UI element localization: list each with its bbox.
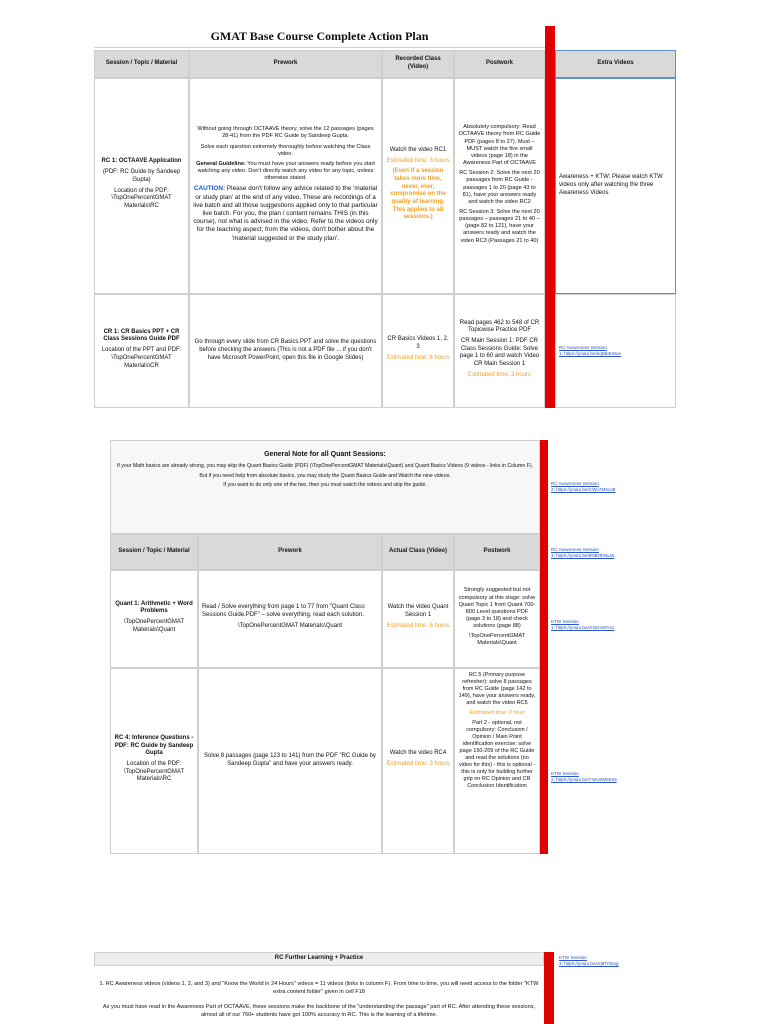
q-link-4[interactable] — [548, 768, 660, 788]
row2-recorded — [382, 294, 454, 408]
row1-postwork-p1: Absolutely compulsory: Read OCTAAVE theory from RC Guide PDF (pages 8 to 27). Must – MUST watch the five small videos (page 18) in the Awareness Part of OCTAAVE — [458, 124, 541, 167]
row1-postwork — [454, 78, 545, 294]
row1-session-location: Location of the PDF: \TopOnePercentGMAT Materials\RC — [111, 187, 172, 209]
s3-link[interactable] — [556, 952, 676, 972]
rc-further-p1-text: 1. RC Awareness videos (videos 1, 2, and 3) and "Know the World in 24 Hours" videos = 11 videos (links in column F). From time to time, you will need access to the folder "KTW extra content folder" given in cell F18 — [99, 981, 539, 995]
quant-prework — [198, 570, 382, 668]
rc-further-p2 — [94, 1002, 544, 1024]
row1-session-pdf: (PDF: RC Guide by Sandeep Gupta) — [102, 169, 181, 183]
row2-postwork — [454, 294, 545, 408]
quant-note-1: If your Math basics are already strong, you may skip the Quant Basics Guide (PDF) (\TopOnePercentGMAT Materials\Quant) and Quant Basics Videos (9 videos - links in Column F). — [116, 462, 534, 469]
row2-postwork-time: Estimated time: 3 hours — [467, 371, 532, 378]
row2-prework: Go through every slide from CR Basics PPT and solve the questions before checking the answers (This is not a PDF file ... if you don't have Microsoft PowerPoint, open this file in Google Slides) — [189, 294, 382, 408]
quant-note-2: But if you need help from absolute basics, you may study the Quant Basics Guide and Watch the nine videos. — [199, 472, 451, 479]
quant-actual-time: Estimated time: 5 hours — [386, 622, 450, 629]
row1-recorded-time: Estimated time: 3 hours — [386, 157, 450, 164]
quant-postwork — [454, 570, 540, 668]
row2-session-location: Location of the PPT and PDF: \TopOnePercentGMAT Materials\CR — [101, 347, 182, 369]
link-label[interactable]: RC Awareness Session — [559, 345, 607, 351]
rc4-session-location: Location of the PDF: \TopOnePercentGMAT Materials\RC — [123, 761, 185, 783]
row2-recorded-watch: CR Basics Videos 1, 2, 3 — [387, 336, 449, 351]
quant-prework-location: \TopOnePercentGMAT Materials\Quant — [237, 622, 343, 629]
row1-postwork-p3: RC Session 3: Solve the next 20 passages – passages 21 to 40 – (page 82 to 121), have your answers ready and watch the video RC3 (Passages 21 to 40) — [459, 208, 540, 244]
row2-extra-link[interactable] — [555, 294, 676, 408]
rc4-session — [110, 668, 198, 854]
row2-recorded-time: Estimated time: 6 hours — [386, 354, 450, 361]
row2-postwork-p1: Read pages 462 to 548 of CR Topicwise Practice PDF — [459, 319, 540, 334]
link-url[interactable]: 1: https://youtu.be/zr1EHo9Yxc — [551, 624, 615, 630]
q-header-actual: Actual Class (Video) — [382, 534, 454, 570]
row1-postwork-p2: RC Session 2: Solve the next 20 passages from RC Guide - passages 1 to 20 (page 43 to 81), have your answers ready and watch the video RC2 — [459, 170, 540, 205]
rc4-postwork — [454, 668, 540, 854]
link-url[interactable]: 3: https://youtu.be/8NBHhNu1k — [551, 552, 615, 558]
red-divider — [545, 26, 555, 408]
link-url[interactable]: 3: https://youtu.be/zrj8TrXkxg — [559, 960, 619, 966]
rc4-session-title: RC 4: Inference Questions - PDF: RC Guide by Sandeep Gupta — [114, 734, 194, 757]
link-label[interactable]: KTW Session — [551, 771, 579, 776]
rc4-prework: Solve 8 passages (page 123 to 141) from the PDF "RC Guide by Sandeep Gupta" and have your answers ready. — [198, 668, 382, 854]
section1-table — [94, 26, 676, 408]
row1-prework — [189, 78, 382, 294]
rc4-postwork-p2: Part 2 - optional, not compulsory: Conclusion / Opinion / Main Point identification exercise: solve page 150-209 of the RC Guide and read the solutions (no video for this) - this is optional - this is only for building further grip on RC Opinion and CR Conclusion Identification — [458, 720, 536, 790]
caution-text: Please don't follow any advice related to the 'material or study plan' at the end of any video. These are recordings of a live batch and all those suggestions applied only to that particular live batch. For you, the plan / content remains THIS (in this course), not what is advised in the video. Refer to the videos only for the teaching aspect; from the videos, don't bother about the 'material suggested or the study plan'. — [193, 185, 378, 242]
q-link-1[interactable] — [548, 478, 660, 498]
red-divider-3 — [544, 952, 554, 1024]
guideline-label: General Guideline: — [196, 160, 246, 167]
quant-actual-watch: Watch the video Quant Session 1 — [387, 604, 449, 619]
header-prework: Prework — [189, 50, 382, 78]
quant-session-title: Quant 1: Arithmetic + Word Problems — [115, 600, 193, 615]
link-url[interactable]: 1: https://youtu.be/eq5B4H0oe — [559, 351, 622, 356]
q-header-session: Session / Topic / Material — [110, 534, 198, 570]
header-extra: Extra Videos — [555, 50, 676, 78]
rc4-actual-time: Estimated time: 3 hours — [386, 761, 450, 767]
row2-session — [94, 294, 189, 408]
link-label[interactable]: KTW Session — [551, 619, 579, 624]
row1-prework-p2: Solve each question extremely thoroughly before watching the Class video. — [200, 143, 371, 157]
quant-session-location: \TopOnePercentGMAT Materials\Quant — [123, 619, 185, 633]
header-session: Session / Topic / Material — [94, 50, 189, 78]
quant-note-3: If you want to do only one of the two, then you must watch the videos and skip the guide. — [223, 482, 427, 489]
caution-label: CAUTION: — [193, 185, 226, 193]
row1-session — [94, 78, 189, 294]
row1-session-title: RC 1: OCTAAVE Application — [101, 158, 182, 165]
q-link-2[interactable] — [548, 544, 660, 564]
row1-extra: Awareness + KTW: Please watch KTW videos only after watching the three Awareness Videos — [555, 78, 676, 294]
rc4-postwork-time: Estimated time: 2 hour — [469, 710, 525, 717]
page-title: GMAT Base Course Complete Action Plan — [94, 26, 545, 48]
header-recorded: Recorded Class (Video) — [382, 50, 454, 78]
quant-actual — [382, 570, 454, 668]
rc4-actual — [382, 668, 454, 854]
link-label[interactable]: RC Awareness Session — [551, 547, 599, 552]
row1-recorded — [382, 78, 454, 294]
rc-further-p1 — [94, 978, 544, 1002]
row2-postwork-p2: CR Main Session 1: PDF CR Class Sessions Guide: Solve page 1 to 60 and watch Video CR Main Session 1 — [459, 337, 540, 367]
rc4-postwork-p1: RC 5 (Primary purpose refresher): solve 8 passages from RC Guide (page 142 to 149), have your answers ready, and watch the video RC5 — [458, 672, 536, 707]
rc-further-title: RC Further Learning + Practice — [94, 952, 544, 966]
link-label[interactable]: KTW Session — [559, 955, 587, 960]
link-label[interactable]: RC Awareness Session — [551, 481, 599, 486]
row1-prework-p1: Without going through OCTAAVE theory, solve the 12 passages (pages 28-41) from the PDF RC Guide by Sandeep Gupta. — [197, 126, 374, 140]
section2-table — [110, 440, 660, 854]
q-link-3[interactable] — [548, 616, 660, 636]
quant-postwork-p1: Strongly suggested but not compulsory at this stage: solve Quant Topic 1 from Quant 700-800 Level questions PDF (page 3 to 18) and check solutions (page 88) — [458, 587, 536, 630]
quant-prework-text: Read / Solve everything from page 1 to 77 from "Quant Class Sessions Guide.PDF" – solve everything, read each solution. — [202, 604, 365, 619]
quant-session — [110, 570, 198, 668]
quant-postwork-location: \TopOnePercentGMAT Materials\Quant — [468, 633, 526, 647]
link-url[interactable]: 2: https://youtu.be/74eU2M5Es8 — [551, 776, 617, 782]
section3-block — [94, 952, 676, 1024]
header-postwork: Postwork — [454, 50, 545, 78]
q-header-prework: Prework — [198, 534, 382, 570]
q-header-postwork: Postwork — [454, 534, 540, 570]
row2-session-title: CR 1: CR Basics PPT + CR Class Sessions Guide PDF — [103, 328, 180, 343]
row1-recorded-watch: Watch the video RC1 — [389, 146, 447, 153]
rc-further-p2-text: As you must have read in the Awareness Part of OCTAAVE, these sessions make the backbone of the "understanding the passage" part of RC. After attending these sessions, almost all of our 760+ students have got 100% accuracy in RC. This is the learning of a lifetime. — [102, 1004, 536, 1018]
rc4-actual-watch: Watch the video RC4 — [389, 750, 447, 757]
row1-recorded-note: (Even if a session takes more time, never, ever, compromise on the quality of learning. This applies to all sessions.) — [390, 168, 446, 221]
guideline-text: You must have your answers ready before you start watching any video. Don't directly watch any video for any topic, unless otherwise stated. — [197, 160, 375, 182]
quant-note-title: General Note for all Quant Sessions: — [264, 451, 386, 458]
link-url[interactable]: 2: https://youtu.be/CWu7M9cd8 — [551, 486, 616, 492]
red-divider-2 — [540, 440, 548, 854]
quant-note-block — [110, 440, 540, 534]
